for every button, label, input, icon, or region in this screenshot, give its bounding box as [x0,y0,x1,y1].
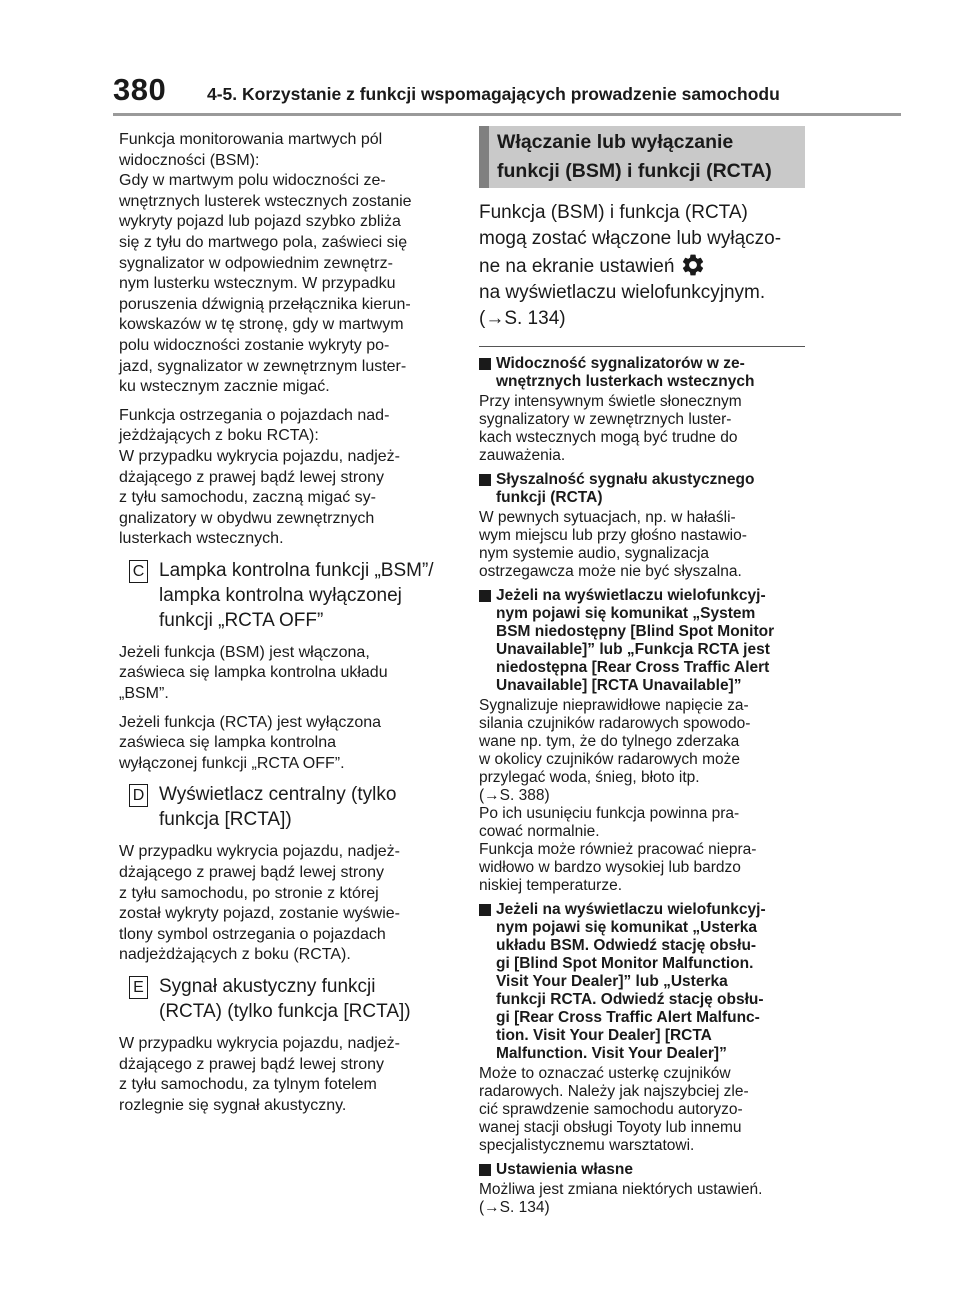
text-line: wane np. tym, że do tylnego zderzaka [479,733,740,750]
bullet-square-icon [479,1164,491,1176]
text-line: dżającego z prawej bądź lewej strony [119,864,385,882]
text-line: lampka kontrolna wyłączonej [159,584,402,606]
text-line: Lampka kontrolna funkcji „BSM”/ [159,559,434,581]
rcta-description [119,406,455,550]
text-line: funkcji „RCTA OFF” [159,609,324,631]
intro-line: (→S. 134) [479,308,566,329]
item-c-label: C [129,560,148,583]
note-heading [479,587,805,695]
text-line: dżającego z prawej bądź lewej strony [119,468,385,486]
item-d-heading [119,782,455,832]
text-line: Visit Your Dealer]” lub „Usterka [496,973,728,990]
text-line: (→S. 134) [479,1199,550,1216]
bullet-square-icon [479,358,491,370]
item-e-heading [119,974,455,1024]
header-rule [113,113,901,116]
text-line: Włączanie lub wyłączanie [497,131,734,153]
text-line: W przypadku wykrycia pojazdu, nadjeż- [119,447,401,465]
text-line: Funkcja monitorowania martwych pól [119,131,383,148]
section-divider [479,346,805,347]
text-line: gi [Rear Cross Traffic Alert Malfunc- [496,1009,760,1026]
gear-icon [680,252,706,278]
text-line: Funkcja ostrzegania o pojazdach nad- [119,406,390,424]
left-column [119,130,455,1124]
text-line: Możliwa jest zmiana niektórych ustawień. [479,1181,763,1198]
subsection-title [497,128,772,186]
text-line: rozlegnie się sygnał akustyczny. [119,1096,347,1114]
item-d-text [119,842,455,966]
text-line: kowskazów w tę stronę, gdy w martwym [119,316,404,334]
text-line: cować normalnie. [479,823,600,840]
text-line: wyłączonej funkcji „RCTA OFF”. [119,754,345,772]
text-line: ku wstecznym zacznie migać. [119,378,330,396]
text-line: Ustawienia własne [496,1161,633,1178]
text-line: specjalistycznemu warsztatowi. [479,1137,695,1154]
note-custom-settings [479,1161,805,1217]
text-line: Widoczność sygnalizatorów w ze- [496,355,745,372]
text-line: z tyłu samochodu, po stronie z której [119,884,379,902]
intro-text [479,200,805,332]
text-line: silania czujników radarowych spowodo- [479,715,751,732]
note-visibility [479,355,805,465]
intro-line: Funkcja (BSM) i funkcja (RCTA) [479,202,748,223]
note-malfunction [479,901,805,1155]
text-line: w okolicy czujników radarowych może [479,751,741,768]
text-line: Może to oznaczać usterkę czujników [479,1065,731,1082]
text-line: nym lusterku wstecznym. W przypadku [119,275,396,293]
text-line: funkcji RCTA. Odwiedź stację obsłu- [496,991,764,1008]
note-body [479,393,805,465]
bullet-square-icon [479,590,491,602]
text-line: wym miejscu lub przy głośno nastawio- [479,527,747,544]
note-heading [479,355,805,391]
text-line: Malfunction. Visit Your Dealer]” [496,1045,727,1062]
text-line: funkcja [RCTA]) [159,809,292,831]
text-line: z tyłu samochodu, za tylnym fotelem [119,1076,377,1094]
text-line: Unavailable]” lub „Funkcja RCTA jest [496,641,770,658]
text-line: Jeżeli funkcja (RCTA) jest wyłączona [119,713,382,731]
note-heading [479,1161,805,1179]
text-line: sygnalizator w odpowiednim zewnętrz- [119,254,393,272]
item-d-title [159,782,455,832]
text-line: przylegać woda, śnieg, błoto itp. [479,769,700,786]
note-audibility [479,471,805,581]
page-number: 380 [113,72,167,107]
text-line: lusterkach wstecznych. [119,530,284,548]
text-line: Unavailable] [RCTA Unavailable]” [496,677,742,694]
text-line: tlony symbol ostrzegania o pojazdach [119,925,386,943]
note-unavailable [479,587,805,895]
text-line: poruszenia dźwignią przełącznika kierun- [119,295,411,313]
text-line: W przypadku wykrycia pojazdu, nadjeż- [119,843,401,861]
item-c-text-2 [119,713,455,775]
text-line: Sygnalizuje nieprawidłowe napięcie za- [479,697,749,714]
text-line: Przy intensywnym świetle słonecznym [479,393,742,410]
banner-accent-bar [479,126,489,188]
text-line: W przypadku wykrycia pojazdu, nadjeż- [119,1035,401,1052]
right-column [479,130,805,1223]
text-line: nadjeżdżających z boku (RCTA). [119,946,351,964]
note-body [479,1065,805,1155]
text-line: z tyłu samochodu, zaczną migać sy- [119,489,376,507]
text-line: jeżdżających z boku RCTA): [119,427,319,445]
item-c-text-1 [119,643,455,705]
text-line: gi [Blind Spot Monitor Malfunction. [496,955,754,972]
text-line: (RCTA) (tylko funkcja [RCTA]) [159,1001,411,1022]
intro-line: mogą zostać włączone lub wyłączo- [479,228,782,249]
note-heading [479,901,805,1063]
text-line: niedostępna [Rear Cross Traffic Alert [496,659,770,676]
note-body [479,697,805,895]
subsection-banner [479,126,805,188]
text-line: Jeżeli na wyświetlaczu wielofunkcyj- [496,901,766,918]
intro-line: ne na ekranie ustawień [479,252,805,280]
notes-list [479,355,805,1217]
text-line: polu widoczności zostanie wykryty po- [119,336,390,354]
text-line: funkcji (RCTA) [496,489,603,506]
text-line: wnętrznych lusterek wstecznych zostanie [119,192,412,210]
note-body [479,1181,805,1217]
note-heading [479,471,805,507]
text-line: zaświeca się lampka kontrolna [119,734,336,752]
text-line: Gdy w martwym polu widoczności ze- [119,172,386,190]
item-c-title [159,558,455,633]
text-line: niskiej temperaturze. [479,877,623,894]
text-line: wanej stacji obsługi Toyoty lub innemu [479,1119,742,1136]
text-line: ostrzegawcza może nie być słyszalna. [479,563,742,580]
text-line: W pewnych sytuacjach, np. w hałaśli- [479,509,736,526]
text-line: cić sprawdzenie samochodu autoryzo- [479,1101,743,1118]
text-line: funkcji (BSM) i funkcji (RCTA) [497,160,772,182]
item-e-text [119,1034,455,1116]
bsm-description [119,130,455,398]
text-line: widoczności (BSM): [119,151,260,169]
bullet-square-icon [479,474,491,486]
text-line: BSM niedostępny [Blind Spot Monitor [496,623,775,640]
text-line: nym pojawi się komunikat „Usterka [496,919,758,936]
text-line: układu BSM. Odwiedź stację obsłu- [496,937,757,954]
item-d-label: D [129,784,148,807]
item-e-label: E [129,976,148,999]
text-line: gnalizatory w obydwu zewnętrznych [119,509,375,527]
text-line: tion. Visit Your Dealer] [RCTA [496,1027,712,1044]
item-c-heading [119,558,455,633]
text-line: (→S. 388) [479,787,550,804]
text-line: Jeżeli na wyświetlaczu wielofunkcyj- [496,587,766,604]
text-line: Jeżeli funkcja (BSM) jest włączona, [119,643,370,661]
text-line: radarowych. Należy jak najszybciej zle- [479,1083,749,1100]
text-line: wnętrznych lusterkach wstecznych [496,373,755,390]
text-line: Funkcja może również pracować niepra- [479,841,757,858]
text-line: się z tyłu do martwego pola, zaświeci się [119,233,408,251]
text-line: zaświeca się lampka kontrolna układu [119,664,388,682]
note-body [479,509,805,581]
text-line: wykryty pojazd lub pojazd szybko zbliża [119,213,401,231]
page-header [0,0,960,118]
text-line: Wyświetlacz centralny (tylko [159,784,397,806]
text-line: jazd, sygnalizator w zewnętrznym luster- [119,357,407,375]
bullet-square-icon [479,904,491,916]
text-line: sygnalizatory w zewnętrznych luster- [479,411,732,428]
text-line: Słyszalność sygnału akustycznego [496,471,755,488]
text-line: „BSM”. [119,685,169,703]
text-line: kach wstecznych mogą być trudne do [479,429,738,446]
text-line: został wykryty pojazd, zostanie wyświe- [119,905,400,923]
text-line: nym systemie audio, sygnalizacja [479,545,710,562]
section-title: 4-5. Korzystanie z funkcji wspomagających prowadzenie samochodu [207,84,780,104]
text-line: Sygnał akustyczny funkcji [159,976,376,997]
text-line: Po ich usunięciu funkcja powinna pra- [479,805,740,822]
text-line: dżającego z prawej bądź lewej strony [119,1055,385,1073]
text-line: nym pojawi się komunikat „System [496,605,756,622]
item-e-title [159,974,455,1024]
text-line: zauważenia. [479,447,566,464]
intro-line: na wyświetlaczu wielofunkcyjnym. [479,282,766,303]
text-line: widłowo w bardzo wysokiej lub bardzo [479,859,741,876]
